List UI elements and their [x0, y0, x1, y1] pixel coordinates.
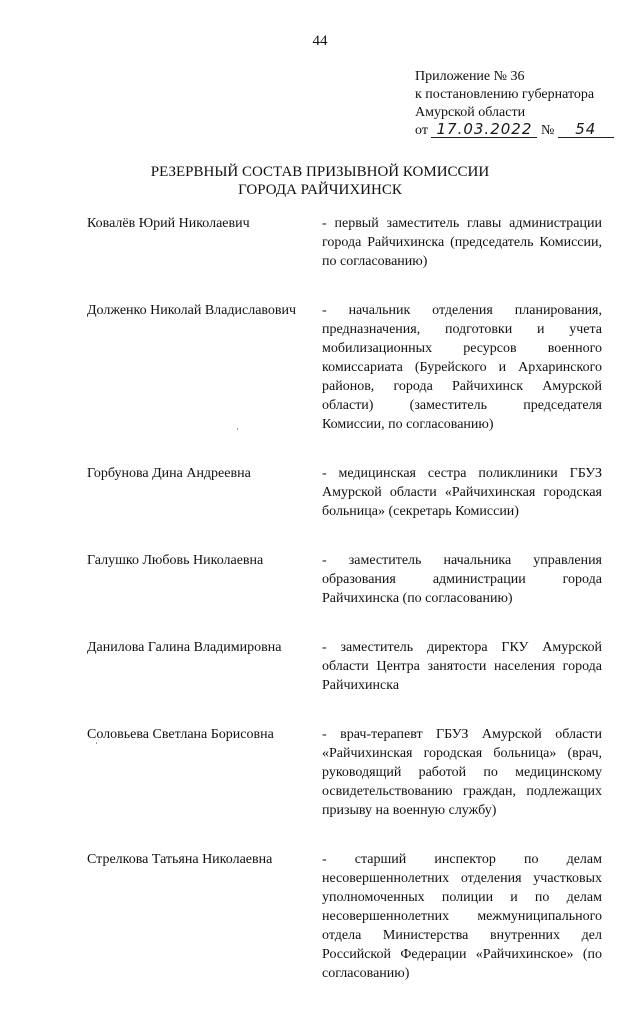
member-role: - заместитель директора ГКУ Амурской области Центра занятости населения города Райчихинска — [322, 640, 602, 693]
member-role: - врач-терапевт ГБУЗ Амурской области «Райчихинская городская больница» (врач, руководящий работой по медицинскому освидетельствованию граждан, подлежащих призыву на военную службу) — [322, 727, 602, 818]
member-name: Горбунова Дина Андреевна — [87, 466, 251, 481]
appendix-block — [415, 68, 614, 140]
member-row — [87, 638, 602, 695]
page-number: 44 — [312, 33, 328, 49]
member-role: - старший инспектор по делам несовершеннолетних отделения участковых уполномоченных полиции и по делам несовершеннолетних межмуниципального отдела Министерства внутренних дел Российской Федерации «Райчихинское» (по согласованию) — [322, 852, 602, 981]
member-role: - заместитель начальника управления образования администрации города Райчихинска (по согласованию) — [322, 553, 602, 606]
member-row — [87, 850, 602, 983]
member-role: - начальник отделения планирования, предназначения, подготовки и учета мобилизационных ресурсов военного комиссариата (Бурейского и Архаринского районов, города Райчихинск Амурской области) (заместитель председателя Комиссии, по согласованию) — [322, 303, 602, 432]
member-name: Ковалёв Юрий Николаевич — [87, 216, 250, 231]
appendix-region: Амурской области — [415, 105, 526, 120]
handwritten-date: 17.03.2022 — [431, 122, 537, 138]
member-row — [87, 551, 602, 608]
member-name: Долженко Николай Владиславович — [87, 303, 297, 318]
appendix-reference: к постановлению губернатора — [415, 87, 595, 102]
date-prefix: от — [415, 123, 428, 138]
appendix-title: Приложение № 36 — [415, 69, 525, 84]
title-line-1: РЕЗЕРВНЫЙ СОСТАВ ПРИЗЫВНОЙ КОМИССИИ — [150, 164, 490, 180]
handwritten-number: 54 — [558, 122, 614, 138]
member-role: - медицинская сестра поликлиники ГБУЗ Амурской области «Райчихинская городская больница» (секретарь Комиссии) — [322, 466, 602, 519]
scan-speck — [237, 428, 238, 430]
member-name: Стрелкова Татьяна Николаевна — [87, 852, 273, 867]
member-name: Соловьева Светлана Борисовна — [87, 727, 274, 742]
members-list — [87, 214, 602, 1013]
member-row — [87, 301, 602, 434]
appendix-date-line — [415, 122, 614, 140]
member-role: - первый заместитель главы администрации города Райчихинска (председатель Комиссии, по согласованию) — [322, 216, 602, 269]
member-name: Данилова Галина Владимировна — [87, 640, 282, 655]
member-name: Галушко Любовь Николаевна — [87, 553, 264, 568]
number-label: № — [540, 123, 555, 138]
member-row — [87, 214, 602, 271]
title-line-2: ГОРОДА РАЙЧИХИНСК — [238, 182, 402, 198]
scan-speck — [96, 742, 97, 744]
member-row — [87, 464, 602, 521]
document-title — [0, 163, 640, 199]
member-row — [87, 725, 602, 820]
